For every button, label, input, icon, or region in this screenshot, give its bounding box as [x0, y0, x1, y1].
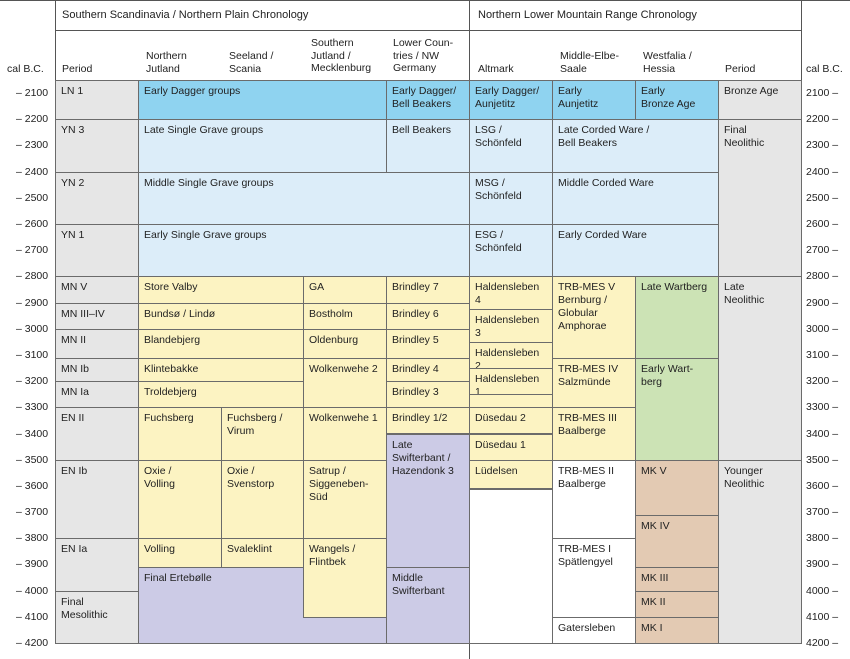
cell-haldensleben-1: Haldensleben 1 [469, 368, 553, 395]
cell-final-ertebolle: Final Ertebølle [138, 567, 387, 644]
tick-right-2500: 2500 – [806, 191, 839, 204]
cell-troldebjerg: Troldebjerg [138, 381, 304, 408]
header-altmark: Altmark [478, 63, 514, 75]
cell-wangels-flintbek: Wangels / Flintbek [303, 538, 387, 618]
header-cal-left: cal B.C. [7, 63, 44, 75]
tick-right-3800: 3800 – [806, 532, 839, 545]
cell-period-mn-ia: MN Ia [55, 381, 139, 408]
cell-oxie-svenstorp: Oxie / Svenstorp [221, 460, 304, 540]
tick-left-2500: – 2500 [16, 191, 49, 204]
tick-right-3200: 3200 – [806, 375, 839, 388]
tick-right-2300: 2300 – [806, 139, 839, 152]
header-northern-jutland: Northern Jutland [146, 50, 187, 75]
tick-left-3100: – 3100 [16, 348, 49, 361]
cell-mk-v: MK V [635, 460, 719, 516]
cell-period-en-ii: EN II [55, 407, 139, 460]
right-axis-line [801, 0, 802, 80]
tick-right-2700: 2700 – [806, 244, 839, 257]
cell-period-late-neolithic: Late Neolithic [718, 276, 802, 460]
tick-left-3600: – 3600 [16, 479, 49, 492]
cell-fuchsberg: Fuchsberg [138, 407, 222, 460]
tick-left-3500: – 3500 [16, 453, 49, 466]
tick-right-4100: 4100 – [806, 610, 839, 623]
tick-left-2600: – 2600 [16, 218, 49, 231]
cell-period-yn1: YN 1 [55, 224, 139, 277]
top-rule [0, 0, 850, 1]
cell-late-swifterbant-hazendonk-3: Late Swifterbant / Hazendonk 3 [386, 434, 470, 569]
header-cal-right: cal B.C. [806, 63, 843, 75]
tick-right-2600: 2600 – [806, 218, 839, 231]
cell-trb-mes-iv: TRB-MES IV Salzmünde [552, 358, 636, 409]
cell-mk-ii: MK II [635, 591, 719, 618]
cell-trb-mes-iii: TRB-MES III Baalberge [552, 407, 636, 460]
cell-mk-iv: MK IV [635, 515, 719, 568]
cell-brindley-5: Brindley 5 [386, 329, 470, 359]
tick-left-4100: – 4100 [16, 610, 49, 623]
header-period-left: Period [62, 63, 93, 75]
cell-mk-iii: MK III [635, 567, 719, 592]
cell-wolkenwehe-2: Wolkenwehe 2 [303, 358, 387, 409]
cell-haldensleben-3: Haldensleben 3 [469, 309, 553, 343]
cell-klintebakke: Klintebakke [138, 358, 304, 383]
tick-left-4000: – 4000 [16, 584, 49, 597]
cell-late-single-grave-groups: Late Single Grave groups [138, 119, 387, 172]
cell-early-aunjetitz: Early Aunjetitz [552, 80, 636, 120]
tick-right-3500: 3500 – [806, 453, 839, 466]
tick-right-2100: 2100 – [806, 87, 839, 100]
cell-period-en-ia: EN Ia [55, 538, 139, 591]
cell-trb-mes-ii: TRB-MES II Baalberge [552, 460, 636, 540]
tick-right-2900: 2900 – [806, 296, 839, 309]
cell-bostholm: Bostholm [303, 303, 387, 330]
tick-right-2800: 2800 – [806, 270, 839, 283]
cell-volling: Volling [138, 538, 222, 568]
cell-period-en-ib: EN Ib [55, 460, 139, 540]
cell-brindley-6: Brindley 6 [386, 303, 470, 330]
cell-oxie-volling: Oxie / Volling [138, 460, 222, 540]
tick-right-4000: 4000 – [806, 584, 839, 597]
tick-right-2200: 2200 – [806, 113, 839, 126]
cell-altmark-gap [469, 394, 553, 408]
tick-left-3000: – 3000 [16, 322, 49, 335]
tick-right-3400: 3400 – [806, 427, 839, 440]
cell-msg-schoenfeld: MSG / Schönfeld [469, 172, 553, 225]
cell-duesedau-1: Düsedau 1 [469, 434, 553, 461]
tick-left-3400: – 3400 [16, 427, 49, 440]
cell-esg-schoenfeld: ESG / Schönfeld [469, 224, 553, 277]
cell-gatersleben: Gatersleben [552, 617, 636, 644]
cell-period-yn2: YN 2 [55, 172, 139, 225]
tick-left-2100: – 2100 [16, 87, 49, 100]
tick-right-3100: 3100 – [806, 348, 839, 361]
cell-bell-beakers: Bell Beakers [386, 119, 470, 172]
header-period-right: Period [725, 63, 756, 75]
tick-right-3700: 3700 – [806, 506, 839, 519]
cell-middle-single-grave-groups: Middle Single Grave groups [138, 172, 470, 225]
cell-early-single-grave-groups: Early Single Grave groups [138, 224, 470, 277]
tick-left-2300: – 2300 [16, 139, 49, 152]
cell-period-bronze-age: Bronze Age [718, 80, 802, 120]
section-rule [55, 30, 801, 31]
left-section-title: Southern Scandinavia / Northern Plain Chronology [62, 9, 309, 21]
cell-fuchsberg-virum: Fuchsberg / Virum [221, 407, 304, 460]
cell-luedelsen: Lüdelsen [469, 460, 553, 490]
tick-left-3200: – 3200 [16, 375, 49, 388]
tick-right-3300: 3300 – [806, 401, 839, 414]
cell-duesedau-2: Düsedau 2 [469, 407, 553, 434]
left-axis-line [55, 0, 56, 80]
cell-period-mn-v: MN V [55, 276, 139, 303]
cell-early-dagger-bell-beakers: Early Dagger/ Bell Beakers [386, 80, 470, 120]
cell-mk-i: MK I [635, 617, 719, 644]
right-section-title: Northern Lower Mountain Range Chronology [478, 9, 697, 21]
tick-left-2700: – 2700 [16, 244, 49, 257]
cell-lsg-schoenfeld: LSG / Schönfeld [469, 119, 553, 172]
tick-left-3700: – 3700 [16, 506, 49, 519]
cell-wolkenwehe-1: Wolkenwehe 1 [303, 407, 387, 460]
tick-left-2800: – 2800 [16, 270, 49, 283]
header-lower-countries: Lower Coun- tries / NW Germany [393, 37, 454, 74]
cell-period-ln1: LN 1 [55, 80, 139, 120]
cell-blandebjerg: Blandebjerg [138, 329, 304, 359]
cell-middle-corded-ware: Middle Corded Ware [552, 172, 719, 225]
cell-brindley-1-2: Brindley 1/2 [386, 407, 470, 434]
cell-satrup-siggeneben-sued: Satrup / Siggeneben- Süd [303, 460, 387, 540]
tick-right-4200: 4200 – [806, 637, 839, 649]
cell-period-mn-ib: MN Ib [55, 358, 139, 383]
tick-left-3300: – 3300 [16, 401, 49, 414]
cell-haldensleben-4: Haldensleben 4 [469, 276, 553, 310]
tick-right-3000: 3000 – [806, 322, 839, 335]
tick-left-2200: – 2200 [16, 113, 49, 126]
cell-early-dagger-aunjetitz: Early Dagger/ Aunjetitz [469, 80, 553, 120]
cell-period-mn-ii: MN II [55, 329, 139, 359]
cell-trb-mes-v: TRB-MES V Bernburg / Globular Amphorae [552, 276, 636, 358]
tick-left-2900: – 2900 [16, 296, 49, 309]
cell-oldenburg: Oldenburg [303, 329, 387, 359]
cell-late-corded-ware-bell-beakers: Late Corded Ware / Bell Beakers [552, 119, 719, 172]
cell-period-mn-iii-iv: MN III–IV [55, 303, 139, 330]
header-southern-jutland: Southern Jutland / Mecklenburg [311, 37, 372, 74]
cell-svaleklint: Svaleklint [221, 538, 304, 589]
cell-store-valby: Store Valby [138, 276, 304, 303]
header-westfalia: Westfalia / Hessia [643, 50, 692, 75]
cell-early-corded-ware: Early Corded Ware [552, 224, 719, 277]
cell-haldensleben-2: Haldensleben 2 [469, 342, 553, 369]
cell-late-wartberg: Late Wartberg [635, 276, 719, 358]
cell-period-yn3: YN 3 [55, 119, 139, 172]
header-middle-elbe: Middle-Elbe- Saale [560, 50, 619, 75]
cell-trb-mes-i: TRB-MES I Spätlengyel [552, 538, 636, 618]
cell-bundso-lindo: Bundsø / Lindø [138, 303, 304, 330]
cell-early-bronze-age: Early Bronze Age [635, 80, 719, 120]
cell-middle-swifterbant: Middle Swifterbant [386, 567, 470, 644]
tick-left-2400: – 2400 [16, 165, 49, 178]
tick-right-3600: 3600 – [806, 479, 839, 492]
tick-right-2400: 2400 – [806, 165, 839, 178]
cell-period-younger-neolithic: Younger Neolithic [718, 460, 802, 644]
cell-early-wartberg: Early Wart- berg [635, 358, 719, 461]
tick-left-3800: – 3800 [16, 532, 49, 545]
header-seeland-scania: Seeland / Scania [229, 50, 274, 75]
cell-brindley-3: Brindley 3 [386, 381, 470, 408]
tick-left-3900: – 3900 [16, 558, 49, 571]
cell-brindley-7: Brindley 7 [386, 276, 470, 303]
cell-period-final-mesolithic: Final Mesolithic [55, 591, 139, 644]
cell-brindley-4: Brindley 4 [386, 358, 470, 383]
tick-right-3900: 3900 – [806, 558, 839, 571]
cell-early-dagger-groups: Early Dagger groups [138, 80, 387, 120]
cell-altmark-blank [469, 489, 553, 644]
cell-ga: GA [303, 276, 387, 303]
tick-left-4200: – 4200 [16, 637, 49, 649]
cell-period-final-neolithic: Final Neolithic [718, 119, 802, 277]
